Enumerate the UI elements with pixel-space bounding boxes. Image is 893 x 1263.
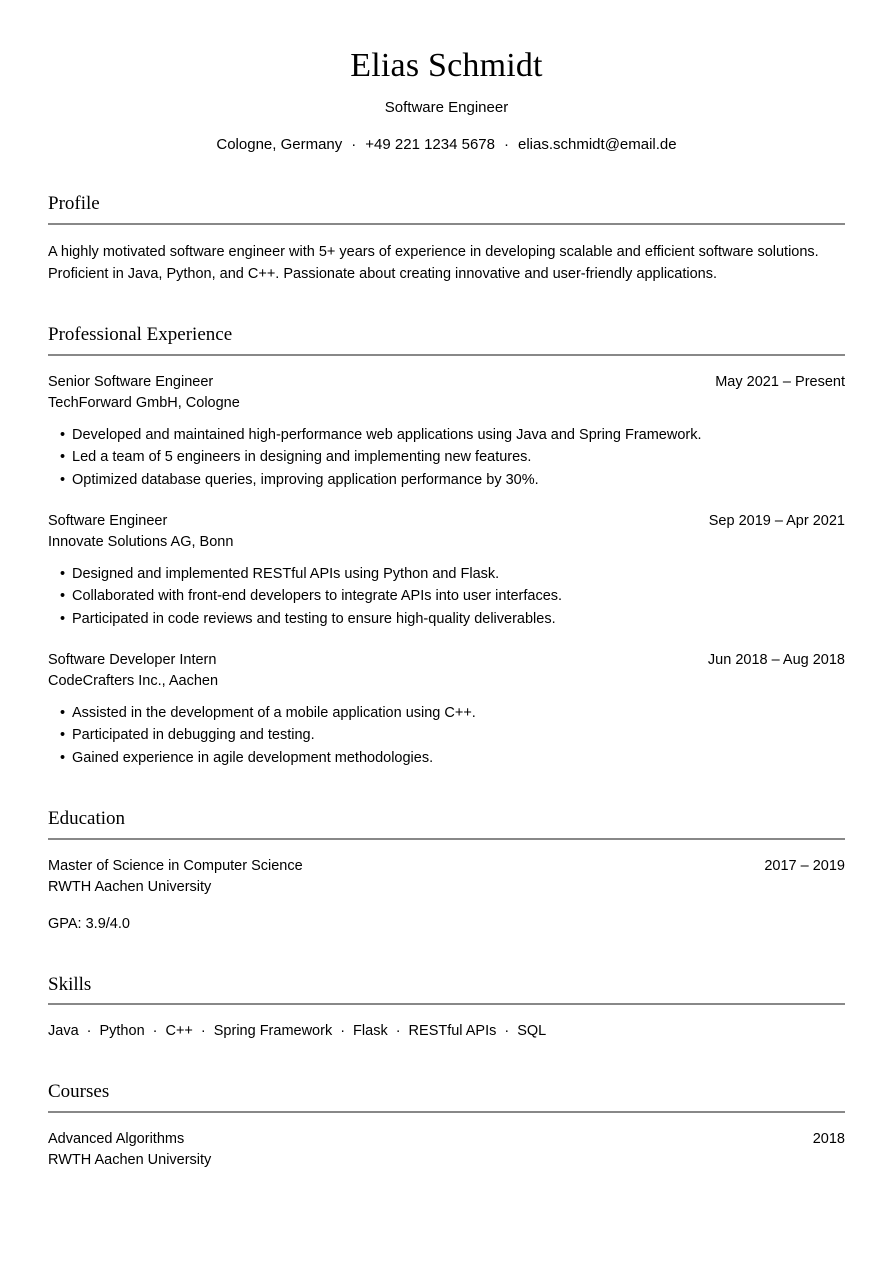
skill-item: Python — [99, 1023, 145, 1040]
contact-line — [48, 135, 845, 155]
course-name: Advanced Algorithms — [48, 1131, 185, 1148]
section-body-skills — [48, 1005, 845, 1042]
bullet-text: Developed and maintained high-performance web applications using Java and Spring Framework. — [72, 426, 702, 443]
bullet-icon: • — [60, 610, 66, 627]
section-courses — [48, 1080, 845, 1171]
bullet-text: Assisted in the development of a mobile application using C++. — [72, 704, 476, 721]
bullet-icon: • — [60, 588, 66, 605]
education-degree: Master of Science in Computer Science — [48, 857, 303, 874]
education-institution: RWTH Aachen University — [48, 878, 212, 895]
experience-bullet-list — [48, 703, 845, 769]
experience-date: Sep 2019 – Apr 2021 — [708, 512, 845, 529]
experience-bullet-list — [48, 564, 845, 630]
profile-text: A highly motivated software engineer with 5+ years of experience in developing scalable and efficient software solutions. Proficient in Java, Python, and C++. Passionate about creating innovative and user-friendly applications. — [48, 243, 819, 283]
list-item — [48, 564, 845, 585]
bullet-text: Optimized database queries, improving application performance by 30%. — [72, 471, 539, 488]
skill-item: C++ — [165, 1023, 193, 1040]
bullet-icon: • — [60, 471, 66, 488]
section-body-experience — [48, 356, 845, 769]
bullet-text: Led a team of 5 engineers in designing and implementing new features. — [72, 449, 532, 466]
contact-phone: +49 221 1234 5678 — [365, 135, 495, 153]
experience-entry-head — [48, 511, 845, 532]
education-entry-head — [48, 856, 845, 877]
section-body-profile — [48, 225, 845, 285]
skill-separator: · — [200, 1023, 206, 1040]
skill-separator: · — [504, 1023, 510, 1040]
education-gpa: GPA: 3.9/4.0 — [48, 915, 130, 932]
list-item — [48, 586, 845, 607]
bullet-text: Collaborated with front-end developers to integrate APIs into user interfaces. — [72, 588, 563, 605]
list-item — [48, 447, 845, 468]
bullet-icon: • — [60, 727, 66, 744]
skills-line — [48, 1021, 845, 1042]
contact-separator-2: · — [504, 135, 509, 153]
bullet-icon: • — [60, 426, 66, 443]
skill-item: SQL — [517, 1023, 547, 1040]
experience-organization: CodeCrafters Inc., Aachen — [48, 672, 219, 689]
bullet-icon: • — [60, 565, 66, 582]
section-title-education: Education — [48, 807, 126, 829]
experience-position: Software Engineer — [48, 512, 168, 529]
section-body-courses — [48, 1113, 845, 1171]
experience-entry — [48, 511, 845, 630]
course-entry-head — [48, 1129, 845, 1150]
skill-separator: · — [340, 1023, 346, 1040]
experience-date: Jun 2018 – Aug 2018 — [707, 651, 845, 668]
experience-entry-head — [48, 650, 845, 671]
experience-date: May 2021 – Present — [715, 373, 845, 390]
resume-header — [48, 0, 845, 154]
skill-item: Spring Framework — [213, 1023, 333, 1040]
section-title-profile: Profile — [48, 193, 100, 215]
section-body-education — [48, 840, 845, 935]
list-item — [48, 470, 845, 491]
bullet-text: Participated in debugging and testing. — [72, 727, 315, 744]
experience-position: Software Developer Intern — [48, 651, 217, 668]
skill-separator: · — [395, 1023, 401, 1040]
contact-separator-1: · — [351, 135, 357, 153]
list-item — [48, 725, 845, 746]
section-title-courses: Courses — [48, 1081, 110, 1103]
bullet-text: Participated in code reviews and testing to ensure high-quality deliverables. — [72, 610, 556, 627]
bullet-icon: • — [60, 449, 66, 466]
experience-entry — [48, 650, 845, 769]
course-date: 2018 — [812, 1131, 845, 1148]
bullet-icon: • — [60, 749, 66, 766]
list-item — [48, 609, 845, 630]
experience-entry — [48, 372, 845, 491]
contact-location: Cologne, Germany — [216, 135, 343, 153]
experience-entry-head — [48, 372, 845, 393]
bullet-text: Designed and implemented RESTful APIs using Python and Flask. — [72, 565, 500, 582]
experience-position: Senior Software Engineer — [48, 373, 214, 390]
education-date: 2017 – 2019 — [764, 857, 845, 874]
list-item — [48, 748, 845, 769]
skill-item: Java — [48, 1023, 79, 1040]
skill-separator: · — [86, 1023, 92, 1040]
education-entry — [48, 856, 845, 935]
candidate-job-title: Software Engineer — [384, 99, 509, 117]
section-education — [48, 807, 845, 935]
list-item — [48, 425, 845, 446]
list-item — [48, 703, 845, 724]
skill-item: Flask — [353, 1023, 388, 1040]
course-institution: RWTH Aachen University — [48, 1152, 212, 1169]
section-title-experience: Professional Experience — [48, 324, 233, 346]
bullet-text: Gained experience in agile development methodologies. — [72, 749, 434, 766]
bullet-icon: • — [60, 704, 66, 721]
section-profile — [48, 192, 845, 285]
experience-organization: TechForward GmbH, Cologne — [48, 394, 240, 411]
experience-bullet-list — [48, 425, 845, 491]
section-title-skills: Skills — [48, 973, 92, 995]
section-skills — [48, 973, 845, 1043]
candidate-name: Elias Schmidt — [350, 47, 543, 84]
contact-email[interactable]: elias.schmidt@email.de — [518, 135, 677, 153]
course-entry — [48, 1129, 845, 1171]
experience-organization: Innovate Solutions AG, Bonn — [48, 533, 234, 550]
skill-separator: · — [152, 1023, 158, 1040]
section-experience — [48, 323, 845, 769]
skill-item: RESTful APIs — [408, 1023, 497, 1040]
